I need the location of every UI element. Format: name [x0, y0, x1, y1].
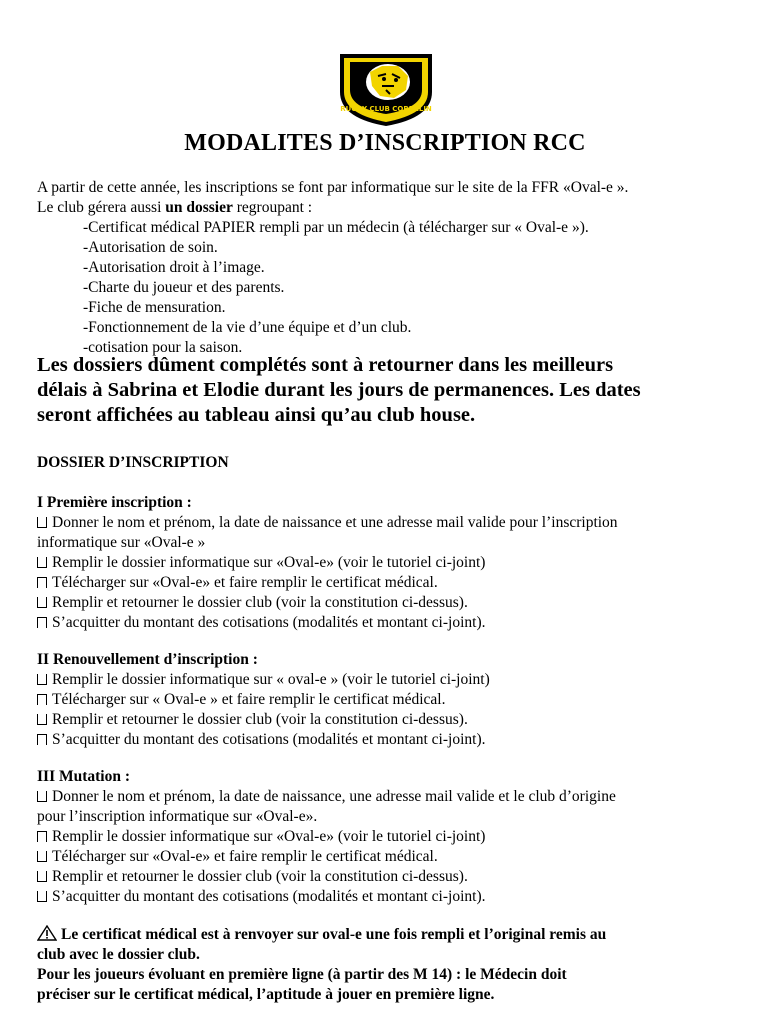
page-title: MODALITES D’INSCRIPTION RCC	[184, 130, 586, 156]
checkbox-icon	[37, 714, 47, 725]
intro-item: -Fonctionnement de la vie d’une équipe et d’un club.	[83, 319, 412, 336]
intro-bold-term: un dossier	[165, 199, 233, 216]
section-transfer	[37, 767, 737, 907]
checkbox-icon	[37, 557, 47, 568]
section-heading: I Première inscription :	[37, 494, 192, 511]
section-first-registration	[37, 493, 737, 633]
checklist-item: Remplir le dossier informatique sur «Oval-e» (voir le tutoriel ci-joint)	[37, 827, 737, 847]
checklist-item: Remplir et retourner le dossier club (voir la constitution ci-dessus).	[37, 593, 737, 613]
checkbox-icon	[37, 597, 47, 608]
intro-item: -Fiche de mensuration.	[83, 299, 226, 316]
checklist-item: Télécharger sur «Oval-e» et faire remplir le certificat médical.	[37, 573, 737, 593]
checkbox-icon	[37, 674, 47, 685]
checklist-item: Donner le nom et prénom, la date de naissance, une adresse mail valide et le club d’origine	[37, 787, 737, 807]
section-renewal	[37, 650, 737, 750]
checklist-item: S’acquitter du montant des cotisations (modalités et montant ci-joint).	[37, 730, 737, 750]
intro-item: -Autorisation de soin.	[83, 239, 218, 256]
section-heading: II Renouvellement d’inscription :	[37, 651, 258, 668]
intro-item: -Certificat médical PAPIER rempli par un médecin (à télécharger sur « Oval-e »).	[83, 219, 589, 236]
checklist-item: Remplir et retourner le dossier club (voir la constitution ci-dessus).	[37, 710, 737, 730]
checkbox-icon	[37, 831, 47, 842]
emphasis-paragraph: Les dossiers dûment complétés sont à retourner dans les meilleurs délais à Sabrina et Elodie durant les jours de permanences. Les dates seront affichées au tableau ainsi qu’au club house.	[37, 354, 641, 426]
logo-text: RUGBY CLUB CORBELIN	[340, 105, 432, 113]
warning-icon	[37, 925, 57, 941]
medical-notice: Le certificat médical est à renvoyer sur oval-e une fois rempli et l’original remis au club avec le dossier club. Pour les joueurs évoluant en première ligne (à partir des M 14) : le Médecin doit préciser sur le certificat médical, l’aptitude à jouer en première ligne.	[37, 926, 607, 1003]
intro-block	[37, 178, 737, 358]
checkbox-icon	[37, 517, 47, 528]
intro-item: -cotisation pour la saison.	[83, 339, 243, 356]
checkbox-icon	[37, 851, 47, 862]
checklist-item: Remplir le dossier informatique sur « oval-e » (voir le tutoriel ci-joint)	[37, 670, 737, 690]
checkbox-icon	[37, 891, 47, 902]
dossier-heading: DOSSIER D’INSCRIPTION	[37, 454, 229, 471]
checkbox-icon	[37, 871, 47, 882]
intro-item: -Charte du joueur et des parents.	[83, 279, 285, 296]
checklist-item: S’acquitter du montant des cotisations (modalités et montant ci-joint).	[37, 887, 737, 907]
checkbox-icon	[37, 734, 47, 745]
checkbox-icon	[37, 577, 47, 588]
checkbox-icon	[37, 694, 47, 705]
checklist-item: Télécharger sur «Oval-e» et faire remplir le certificat médical.	[37, 847, 737, 867]
section-heading: III Mutation :	[37, 768, 131, 785]
intro-line-1: A partir de cette année, les inscriptions se font par informatique sur le site de la FFR «Oval-e ».	[37, 179, 629, 196]
checklist-item-continued: pour l’inscription informatique sur «Oval-e».	[37, 808, 318, 825]
checklist-item-continued: informatique sur «Oval-e »	[37, 534, 206, 551]
checklist-item: Télécharger sur « Oval-e » et faire remplir le certificat médical.	[37, 690, 737, 710]
intro-item: -Autorisation droit à l’image.	[83, 259, 265, 276]
checklist-item: S’acquitter du montant des cotisations (modalités et montant ci-joint).	[37, 613, 737, 633]
checklist-item: Remplir le dossier informatique sur «Oval-e» (voir le tutoriel ci-joint)	[37, 553, 737, 573]
checklist-item: Donner le nom et prénom, la date de naissance et une adresse mail valide pour l’inscription	[37, 513, 737, 533]
checkbox-icon	[37, 617, 47, 628]
club-logo	[336, 52, 436, 128]
checkbox-icon	[37, 791, 47, 802]
checklist-item: Remplir et retourner le dossier club (voir la constitution ci-dessus).	[37, 867, 737, 887]
intro-line-2: Le club gérera aussi un dossier regroupant :	[37, 199, 313, 216]
